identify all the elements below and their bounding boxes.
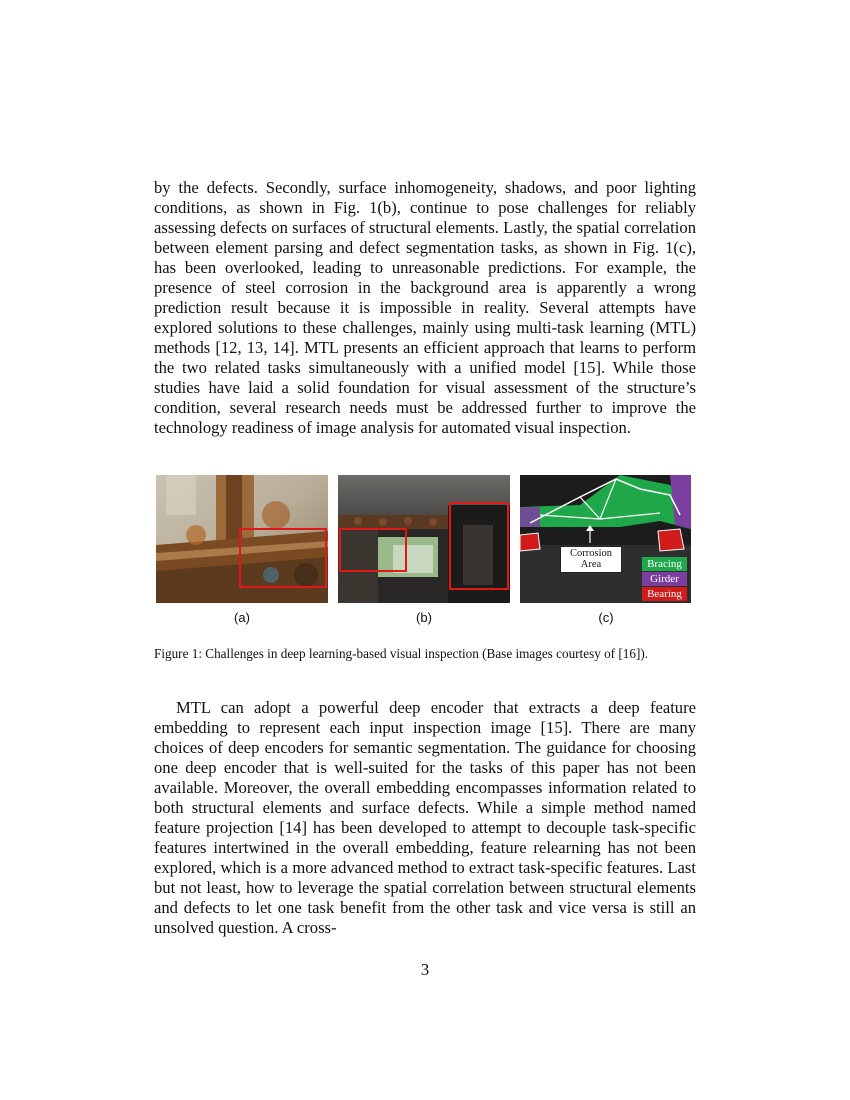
legend-label-girder: Girder [650,573,679,585]
figure-panel-b-image [338,475,510,603]
legend-bracing [642,557,687,571]
panel-label-c: (c) [598,610,614,625]
figure-panel-a-image [156,475,328,603]
legend-bearing [642,587,687,601]
body-paragraph-1: by the defects. Secondly, surface inhomogeneity, shadows, and poor lighting conditions, as shown in Fig. 1(b), continue to pose challenges for reliably assessing defects on surfaces of structural elements. Lastly, the spatial correlation between element parsing and defect segmentation tasks, as shown in Fig. 1(c), has been overlooked, leading to unreasonable predictions. For example, the presence of steel corrosion in the background area is apparently a wrong prediction result because it is impossible in reality. Several attempts have explored solutions to these challenges, mainly using multi-task learning (MTL) methods [12, 13, 14]. MTL presents an efficient approach that learns to perform the two related tasks simultaneously with a unified model [15]. While those studies have laid a solid foundation for visual assessment of the structure’s condition, several research needs must be addressed further to improve the technology readiness of image analysis for automated visual inspection. [154,178,696,437]
corrosion-area-label: Corrosion Area [560,546,622,573]
legend-girder [642,572,687,586]
bridge-underside-photo [338,475,510,603]
figure-1 [154,475,696,635]
body-paragraph-2: MTL can adopt a powerful deep encoder that extracts a deep feature embedding to represent each input inspection image [15]. There are many choices of deep encoders for semantic segmentation. The guidance for choosing one deep encoder that is well-suited for the tasks of this paper has not been available. Moreover, the overall embedding encompasses information related to both structural elements and surface defects. While a simple method named feature projection [14] has been developed to attempt to decouple task-specific features intertwined in the overall embedding, feature relearning has not been explored, which is a more advanced method to extract task-specific features. Last but not least, how to leverage the spatial correlation between structural elements and defects to let one task benefit from the other task and vice versa is still an unsolved question. A cross- [154,698,696,937]
page-number: 3 [420,960,430,979]
legend-label-bearing: Bearing [647,588,682,600]
legend-label-bracing: Bracing [647,558,682,570]
corroded-girder-photo [156,475,328,603]
figure-caption: Figure 1: Challenges in deep learning-based visual inspection (Base images courtesy of [16]). [154,646,649,661]
figure-panel-c-image [520,475,691,603]
panel-label-b: (b) [416,610,432,625]
panel-label-a: (a) [234,610,250,625]
